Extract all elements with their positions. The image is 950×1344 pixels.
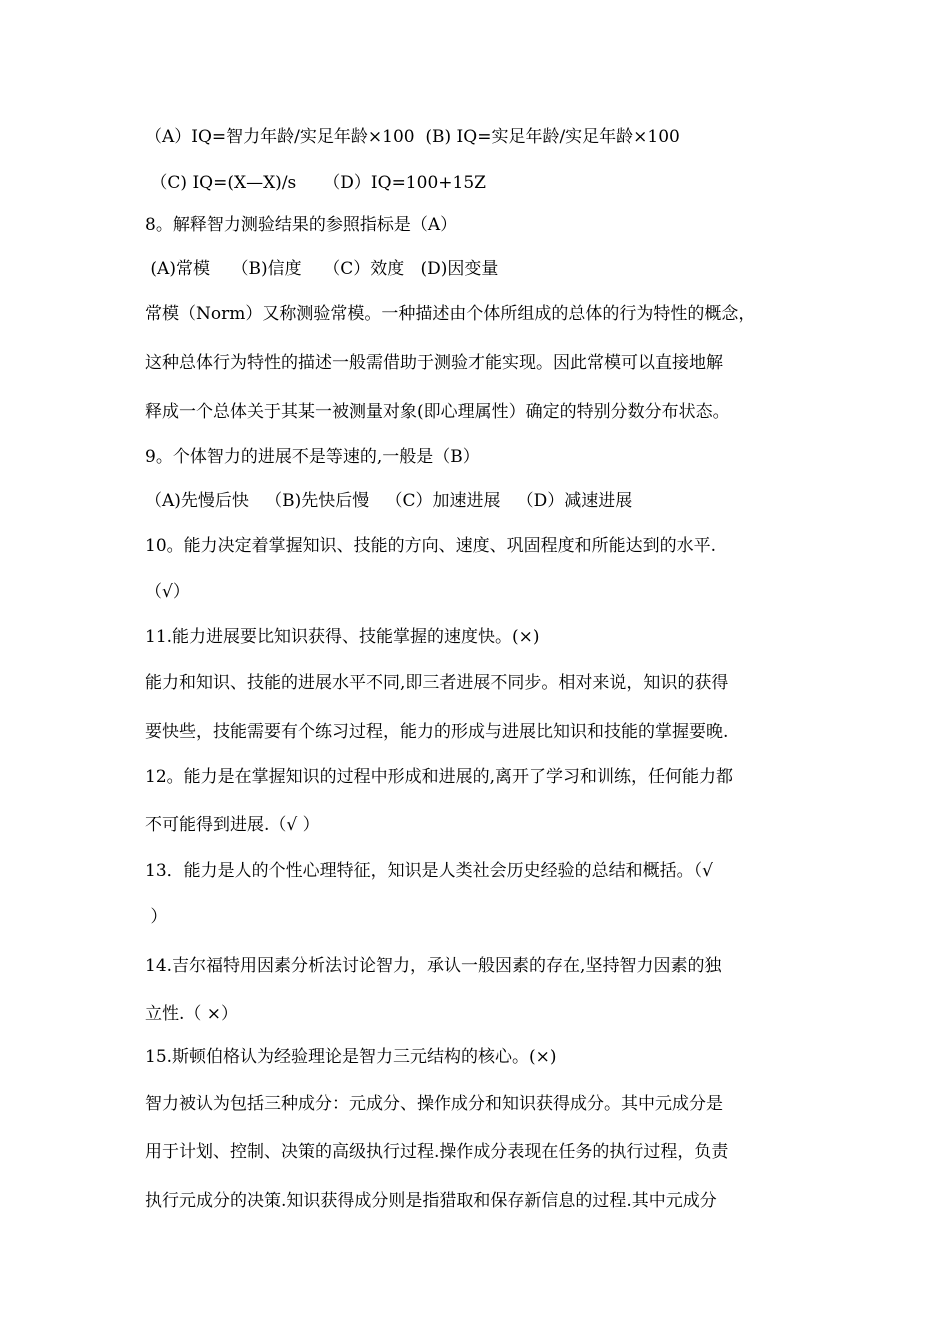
explanation-q8-line-1: 常模（Norm）又称测验常模。一种描述由个体所组成的总体的行为特性的概念， xyxy=(145,304,756,324)
question-13-line-1: 13．能力是人的个性心理特征，知识是人类社会历史经验的总结和概括。（√ xyxy=(145,861,713,881)
question-11: 11.能力进展要比知识获得、技能掌握的速度快。(×) xyxy=(145,627,540,647)
answer-q10: （√） xyxy=(145,582,190,602)
explanation-q11-line-1: 能力和知识、技能的进展水平不同,即三者进展不同步。相对来说，知识的获得 xyxy=(145,673,729,693)
question-12-line-1: 12。能力是在掌握知识的过程中形成和进展的,离开了学习和训练，任何能力都 xyxy=(145,767,734,787)
question-13-line-2: ） xyxy=(145,907,168,927)
question-9: 9。个体智力的进展不是等速的,一般是（B） xyxy=(145,447,480,467)
option-line-q7-cd: （C) IQ=(X—X)/s （D）IQ=100+15Z xyxy=(145,173,486,193)
explanation-q11-line-2: 要快些，技能需要有个练习过程，能力的形成与进展比知识和技能的掌握要晚. xyxy=(145,722,729,742)
option-line-q7-ab: （A）IQ=智力年龄/实足年龄×100 (B) IQ=实足年龄/实足年龄×100 xyxy=(145,127,680,147)
options-q8: (A)常模 （B)信度 （C）效度 (D)因变量 xyxy=(145,259,499,279)
options-q9: （A)先慢后快 （B)先快后慢 （C）加速进展 （D）减速进展 xyxy=(145,491,633,511)
question-10: 10。能力决定着掌握知识、技能的方向、速度、巩固程度和所能达到的水平. xyxy=(145,536,717,556)
question-12-line-2: 不可能得到进展.（√ ） xyxy=(145,815,320,835)
question-14-line-1: 14.吉尔福特用因素分析法讨论智力，承认一般因素的存在,坚持智力因素的独 xyxy=(145,956,722,976)
explanation-q15-line-3: 执行元成分的决策.知识获得成分则是指猎取和保存新信息的过程.其中元成分 xyxy=(145,1191,717,1211)
explanation-q8-line-2: 这种总体行为特性的描述一般需借助于测验才能实现。因此常模可以直接地解 xyxy=(145,353,723,373)
explanation-q15-line-1: 智力被认为包括三种成分：元成分、操作成分和知识获得成分。其中元成分是 xyxy=(145,1094,723,1114)
question-8: 8。解释智力测验结果的参照指标是（A） xyxy=(145,215,458,235)
explanation-q8-line-3: 释成一个总体关于其某一被测量对象(即心理属性）确定的特别分数分布状态。 xyxy=(145,402,730,422)
question-14-line-2: 立性.（ ×） xyxy=(145,1004,239,1024)
question-15: 15.斯顿伯格认为经验理论是智力三元结构的核心。(×) xyxy=(145,1047,557,1067)
explanation-q15-line-2: 用于计划、控制、决策的高级执行过程.操作成分表现在任务的执行过程，负责 xyxy=(145,1142,729,1162)
